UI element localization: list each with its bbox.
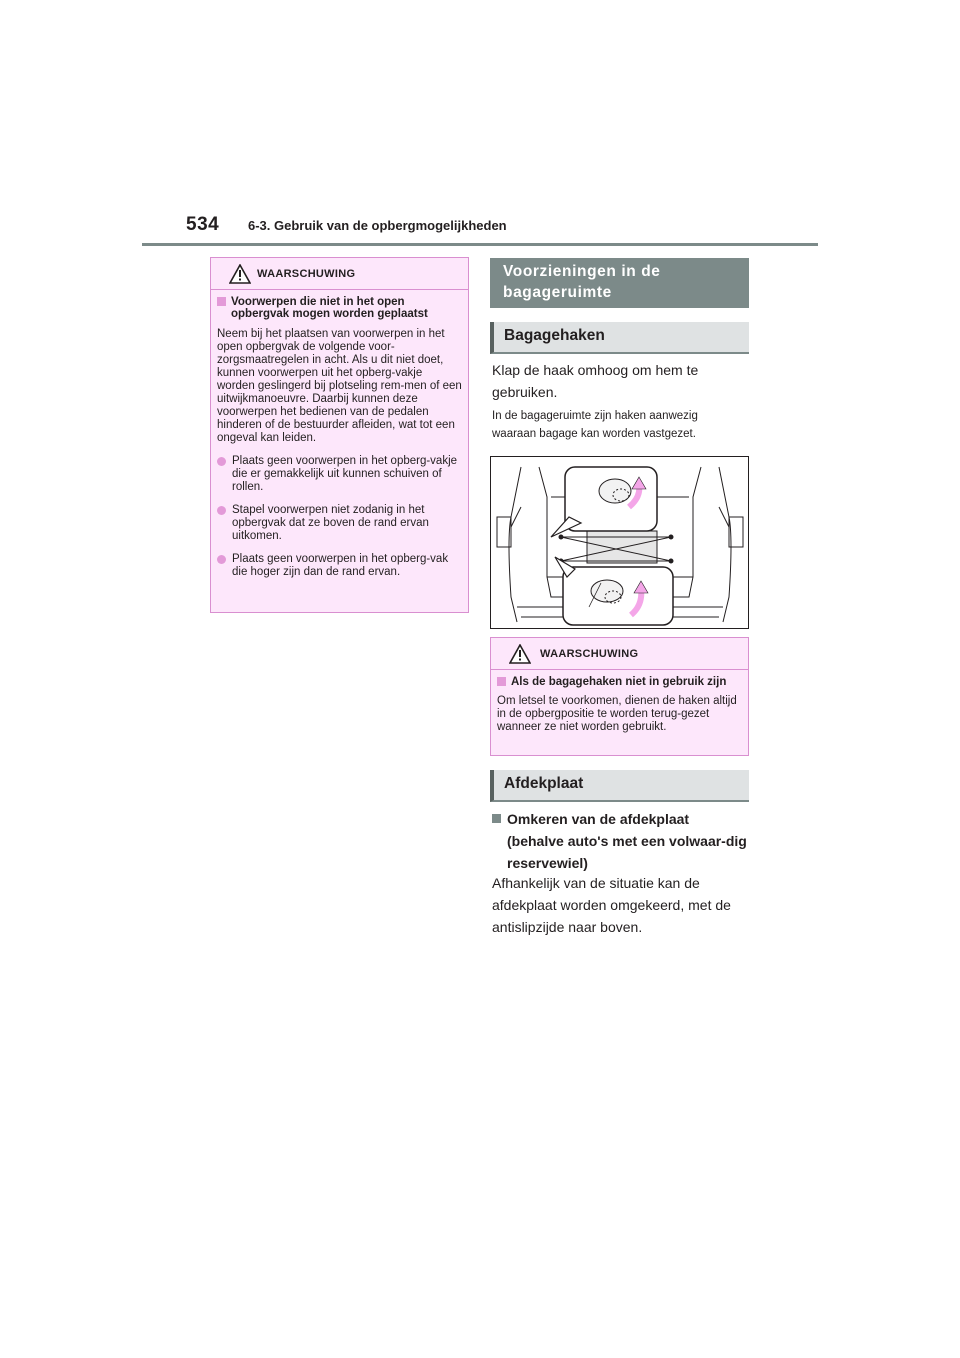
circle-bullet-icon <box>217 457 226 466</box>
warning-heading-text: Voorwerpen die niet in het open opbergvak mogen worden geplaatst <box>231 296 428 320</box>
header-rule <box>142 243 818 246</box>
square-bullet-icon <box>217 297 226 306</box>
warning-header <box>491 638 748 670</box>
warning-bullet-text: Stapel voorwerpen niet zodanig in het opbergvak dat ze boven de rand ervan uitkomen. <box>232 504 429 542</box>
car-trunk-drawing <box>491 457 748 628</box>
chapter-title: 6-3. Gebruik van de opbergmogelijkheden <box>248 218 507 233</box>
square-bullet-icon <box>497 677 506 686</box>
warning-bullet <box>217 504 462 543</box>
left-warning-box <box>210 257 469 613</box>
warning-title: WAARSCHUWING <box>540 648 639 660</box>
warning-body <box>211 290 468 579</box>
warning-body <box>491 670 748 734</box>
warning-triangle-icon <box>509 644 531 664</box>
luggage-hooks-illustration <box>490 456 749 629</box>
bagagehaken-instruction: Klap de haak omhoog om hem te gebruiken. <box>492 362 699 400</box>
warning-heading <box>217 296 462 320</box>
circle-bullet-icon <box>217 555 226 564</box>
warning-title: WAARSCHUWING <box>257 268 356 280</box>
warning-paragraph: Neem bij het plaatsen van voorwerpen in het open opbergvak de volgende voor-zorgsmaatregelen in acht. Als u dit niet doet, kunnen voorwerpen uit het opberg-vakje worden geslingerd bij plotseling rem-men of een uitwijkmanoeuvre. Daarbij kunnen deze voorwerpen het bedienen van de pedalen hinderen of de bestuurder afleiden, wat tot een ongeval kan leiden. <box>217 328 462 444</box>
warning-heading <box>497 676 742 688</box>
circle-bullet-icon <box>217 506 226 515</box>
afdekplaat-heading-text: Omkeren van de afdekplaat (behalve auto's met een volwaar-dig reservewiel) <box>507 811 747 871</box>
subsection-bagagehaken: Bagagehaken <box>490 322 749 354</box>
warning-paragraph: Om letsel te voorkomen, dienen de haken altijd in de opbergpositie te worden terug-gezet wanneer ze niet worden gebruikt. <box>497 695 737 733</box>
section-heading: Voorzieningen in de bagageruimte <box>490 258 749 308</box>
lower-hook-callout <box>555 557 673 625</box>
warning-bullet-text: Plaats geen voorwerpen in het opberg-vakje die er gemakkelijk uit kunnen schuiven of rollen. <box>232 455 458 493</box>
warning-bullet <box>217 553 462 579</box>
page-number: 534 <box>186 214 220 235</box>
warning-heading-text: Als de bagagehaken niet in gebruik zijn <box>511 676 727 688</box>
warning-header <box>211 258 468 290</box>
upper-hook-callout <box>551 467 657 537</box>
warning-bullet-text: Plaats geen voorwerpen in het opberg-vak die hoger zijn dan de rand ervan. <box>232 553 449 578</box>
afdekplaat-heading <box>492 808 748 874</box>
subsection-afdekplaat: Afdekplaat <box>490 770 749 802</box>
warning-bullet <box>217 455 462 494</box>
square-bullet-icon <box>492 814 501 823</box>
bagagehaken-note: In de bagageruimte zijn haken aanwezig waaraan bagage kan worden vastgezet. <box>492 410 698 440</box>
right-warning-box <box>490 637 749 756</box>
warning-triangle-icon <box>229 264 251 284</box>
afdekplaat-body: Afhankelijk van de situatie kan de afdekplaat worden omgekeerd, met de antislipzijde naar boven. <box>492 875 731 935</box>
